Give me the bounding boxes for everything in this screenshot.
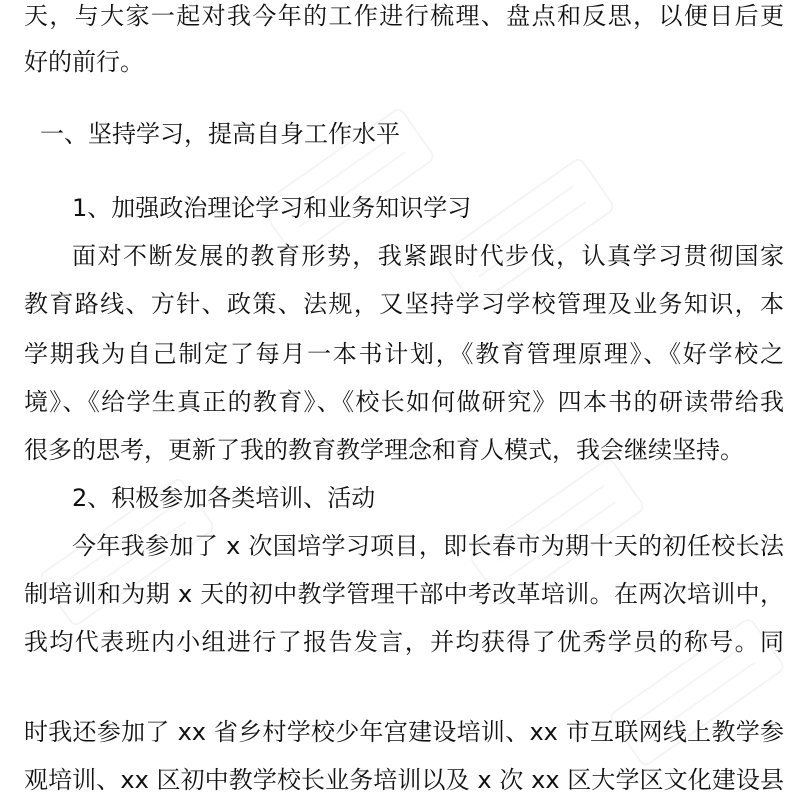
paragraph-line: 教育路线、方针、政策、法规，又坚持学习学校管理及业务知识，本 (24, 290, 784, 318)
subsection-heading: 2、积极参加各类培训、活动 (72, 484, 376, 512)
paragraph-line: 很多的思考，更新了我的教育教学理念和育人模式，我会继续坚持。 (24, 436, 744, 464)
paragraph-line: 时我还参加了 xx 省乡村学校少年宫建设培训、xx 市互联网线上教学参 (24, 718, 784, 746)
paragraph-line: 我均代表班内小组进行了报告发言，并均获得了优秀学员的称号。同 (24, 628, 784, 656)
paragraph-line: 天，与大家一起对我今年的工作进行梳理、盘点和反思，以便日后更 (24, 2, 784, 30)
paragraph-line: 好的前行。 (24, 48, 144, 76)
paragraph-line: 学期我为自己制定了每月一本书计划，《教育管理原理》、《好学校之 (24, 340, 784, 368)
subsection-heading: 1、加强政治理论学习和业务知识学习 (72, 194, 472, 222)
paragraph-line: 境》、《给学生真正的教育》、《校长如何做研究》四本书的研读带给我 (24, 388, 784, 416)
paragraph-line: 面对不断发展的教育形势，我紧跟时代步伐，认真学习贯彻国家 (72, 242, 784, 270)
paragraph-line: 制培训和为期 x 天的初中教学管理干部中考改革培训。在两次培训中， (24, 580, 784, 608)
section-heading: 一、坚持学习，提高自身工作水平 (40, 120, 400, 148)
paragraph-line: 观培训、xx 区初中教学校长业务培训以及 x 次 xx 区大学区文化建设县 (24, 766, 784, 794)
watermark-mark (437, 156, 616, 308)
paragraph-line: 今年我参加了 x 次国培学习项目，即长春市为期十天的初任校长法 (72, 532, 784, 560)
